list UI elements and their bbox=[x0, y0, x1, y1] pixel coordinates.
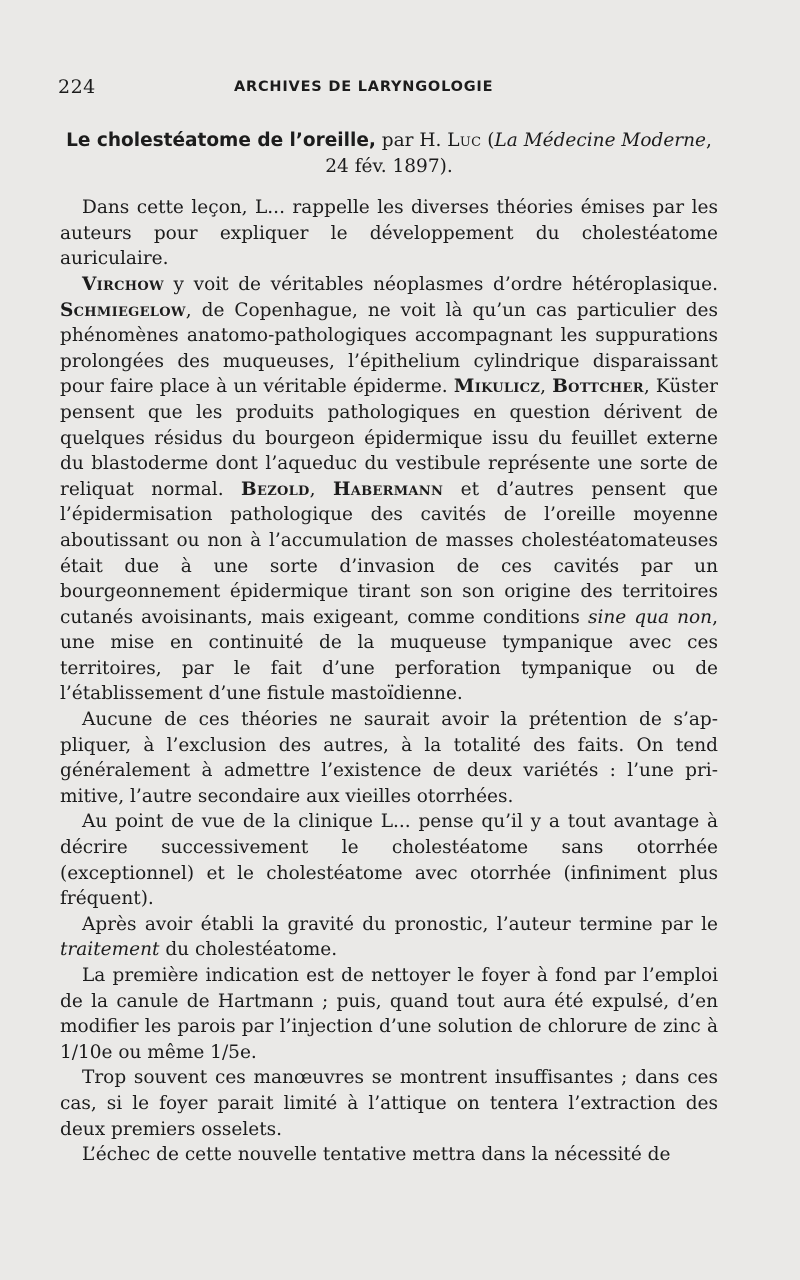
article-heading bbox=[60, 128, 718, 179]
latin-phrase: sine qua non bbox=[587, 606, 713, 628]
p2-text-4: , Küster pensent que les produits pathologiques en question dérivent de quelques résidus du bourgeon épidermique issu du feuillet externe du blastoderme dont l’aqueduc du vestibule représente une sorte de reliquat normal. bbox=[60, 376, 718, 500]
paragraph-6: La première indication est de nettoyer le foyer à fond par l’emploi de la canule de Hartmann ; puis, quand tout aura été expulsé, d’en modifier les parois par l’injection d’une solution de chlorure de zinc à 1/10e ou même 1/5e. bbox=[60, 965, 718, 1063]
paragraph-5 bbox=[60, 912, 718, 963]
page-header bbox=[58, 76, 720, 100]
name-schmiegelow: Schmiegelow bbox=[60, 299, 186, 321]
name-virchow: Virchow bbox=[82, 273, 164, 295]
p2-text-2: , de Copenhague, ne voit là qu’un cas particulier des phénomènes anatomo-pathologiques accompagnant les suppurations prolongées des muqueuses, l’épithelium cylindrique disparaissant pour faire place à un véritable épiderme. bbox=[60, 299, 718, 398]
paragraph-1: Dans cette leçon, L... rappelle les diverses théories émises par les auteurs pour expliquer le développement du cholestéatome auriculaire. bbox=[60, 197, 718, 270]
p5-text-1: Après avoir établi la gravité du pronostic, l’auteur termine par le bbox=[82, 913, 718, 935]
name-mikulicz: Mikulicz bbox=[453, 376, 541, 398]
word-traitement: traitement bbox=[60, 939, 160, 961]
p2-text-1: y voit de véritables néoplasmes d’ordre hétéroplasique. bbox=[163, 273, 718, 295]
paragraph-8: L’échec de cette nouvelle tentative mettra dans la nécessité de bbox=[82, 1144, 671, 1166]
p2-text-6: et d’autres pensent que l’épidermisation pathologique des cavités de l’oreille moyenne aboutissant ou non à l’accumulation de masses cholestéatomateuses était due à une sorte d’invasion de ces cavités par un bourgeonnement épidermique tirant son son origine des territoires cutanés avoisinants, mais exigeant, comme conditions bbox=[60, 478, 719, 628]
paragraph-7: Trop souvent ces manœuvres se montrent insuffisantes ; dans ces cas, si le foyer parait limité à l’attique on tentera l’extraction des deux premiers osselets. bbox=[60, 1067, 718, 1140]
name-habermann: Habermann bbox=[332, 478, 444, 500]
paragraph-4: Au point de vue de la clinique L... pense qu’il y a tout avantage à décrire successivement le cholestéatome sans otorrhée (exceptionnel) et le cholestéatome avec otorrhée (infiniment plus fréquent). bbox=[60, 811, 718, 910]
running-head: ARCHIVES DE LARYNGOLOGIE bbox=[234, 79, 494, 95]
p2-text-5: , bbox=[309, 478, 333, 500]
citation-journal: La Médecine Moderne bbox=[494, 130, 706, 151]
author-prefix: par H. bbox=[381, 130, 448, 151]
citation-open: ( bbox=[481, 130, 495, 151]
article-body bbox=[60, 128, 718, 1168]
p2-text-7: , une mise en continuité de la muqueuse tympanique avec ces territoires, par le fait d’une perforation tympanique ou de l’établissement d’une fistule mastoïdienne. bbox=[60, 606, 718, 705]
citation-close: ). bbox=[439, 155, 453, 177]
article-author: Luc bbox=[447, 130, 482, 151]
citation-date: , 24 fév. 1897 bbox=[325, 130, 712, 177]
paragraph-2 bbox=[60, 272, 718, 707]
page-number: 224 bbox=[58, 76, 96, 98]
p2-text-3: , bbox=[540, 376, 553, 398]
name-bezold: Bezold bbox=[241, 478, 310, 500]
paragraph-3: Aucune de ces théories ne saurait avoir la prétention de s’appliquer, à l’exclusion des autres, à la totalité des faits. On tend généralement à admettre l’existence de deux variétés : l’une primitive, l’autre secondaire aux vieilles otorrhées. bbox=[60, 709, 718, 807]
name-bottcher: Bottcher bbox=[552, 376, 644, 398]
p5-text-2: du cholestéatome. bbox=[159, 939, 338, 961]
article-title: Le cholestéatome de l’oreille, bbox=[66, 130, 376, 151]
